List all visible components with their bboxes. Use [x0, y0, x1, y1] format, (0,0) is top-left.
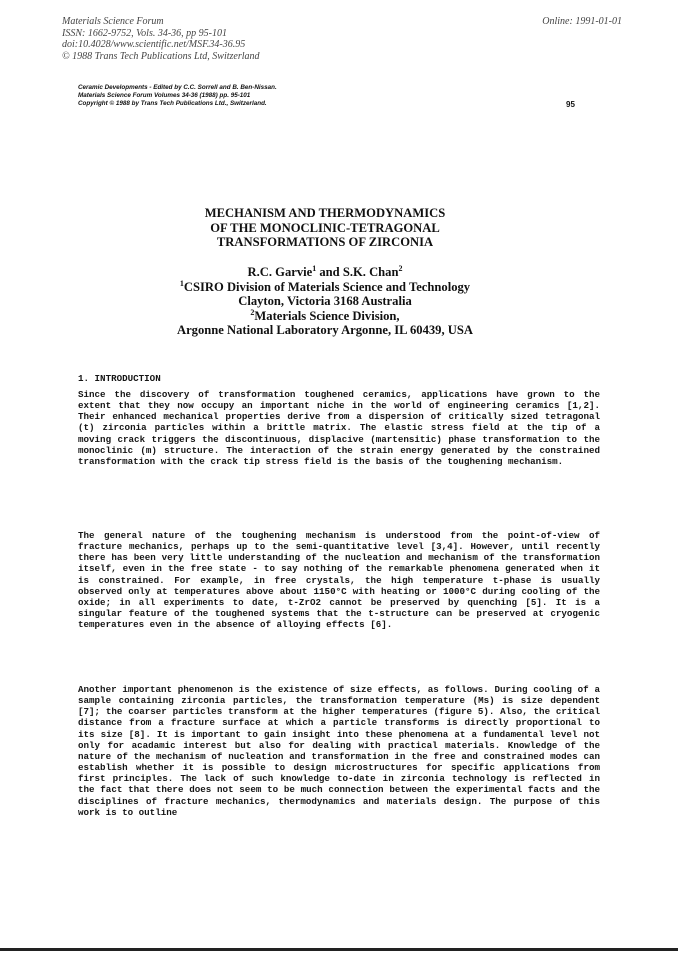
page-number: 95 — [566, 100, 575, 109]
paragraph-2: The general nature of the toughening mechanism is understood from the point-of-view of fracture mechanics, perhaps up to the semi-quantitative level [3,4]. However, until recently there has been very little understanding of the nucleation and mechanism of the transformation itself, even in the free state - to say nothing of the remarkable phenomena generated when it is constrained. For example, in free crystals, the high temperature t-phase is usually observed only at temperatures above about 1150°C with heating or 1000°C during cooling of the oxide; in all experiments to date, t-ZrO2 cannot be preserved by quenching [5]. It is a singular feature of the toughened systems that the t-structure can be preserved at cryogenic temperatures even in the absence of alloying effects [6]. — [78, 530, 600, 631]
page-bottom-rule — [0, 948, 678, 951]
online-date: Online: 1991-01-01 — [542, 16, 622, 27]
copyright-line: © 1988 Trans Tech Publications Ltd, Switzerland — [62, 50, 260, 62]
header-line-1: Ceramic Developments - Edited by C.C. Sorrell and B. Ben-Nissan. — [78, 84, 277, 91]
paper-title — [110, 206, 540, 250]
proceedings-header — [78, 84, 458, 107]
affiliation-1-address: Clayton, Victoria 3168 Australia — [238, 294, 412, 309]
author-2: S.K. Chan — [342, 265, 399, 279]
title-line-3: TRANSFORMATIONS OF ZIRCONIA — [216, 235, 434, 250]
doi-link[interactable]: doi:10.4028/www.scientific.net/MSF.34-36.95 — [62, 39, 246, 51]
paragraph-1: Since the discovery of transformation toughened ceramics, applications have grown to the extent that they now occupy an important niche in the world of engineering ceramics [1,2]. Their enhanced mechanical properties derive from a dispersion of critically sized tetragonal (t) zirconia particles within a brittle matrix. The elastic stress field at the tip of a moving crack triggers the discontinuous, displacive (martensitic) phase transformation to the monoclinic (m) structure. The interaction of the strain energy generated by the constrained transformation with the crack tip stress field is the basis of the toughening mechanism. — [78, 389, 600, 467]
affiliation-2-address: Argonne National Laboratory Argonne, IL 60439, USA — [177, 323, 473, 338]
author-2-sup: 2 — [398, 263, 403, 273]
affiliation-1-name: CSIRO Division of Materials Science and Technology — [183, 279, 471, 294]
issn-line: ISSN: 1662-9752, Vols. 34-36, pp 95-101 — [62, 27, 227, 39]
affiliation-2-name: Materials Science Division, — [254, 308, 400, 323]
title-line-1: MECHANISM AND THERMODYNAMICS — [204, 206, 446, 220]
author-block — [110, 265, 540, 338]
affiliation-1 — [110, 280, 540, 295]
affiliation-2 — [110, 309, 540, 324]
author-1-sup: 1 — [312, 263, 317, 273]
author-names — [110, 265, 540, 280]
journal-name: Materials Science Forum — [62, 16, 164, 27]
header-line-2: Materials Science Forum Volumes 34-36 (1988) pp. 95-101 — [78, 91, 251, 99]
author-1: R.C. Garvie — [247, 265, 313, 279]
affiliation-1-sup: 1 — [179, 278, 184, 288]
paragraph-3: Another important phenomenon is the existence of size effects, as follows. During cooling of a sample containing zirconia particles, the transformation temperature (Ms) is size dependent [7]; the coarser particles transform at the higher temperatures (figure 5). Also, the critical distance from a fracture surface at which a particle transforms is directly proportional to its size [8]. It is important to gain insight into these phenomena at a fundamental level not only for acadamic interest but also for dealing with practical materials. Knowledge of the nature of the mechanism of nucleation and transformation in the free and constrained modes can establish whether it is possible to design microstructures for specific applications from first principles. The lack of such knowledge to-date in zirconia technology is reflected in the fact that there does not seem to be much connection between the experimental facts and the disciplines of fracture mechanics, thermodynamics and materials design. The purpose of this work is to outline — [78, 684, 600, 818]
author-conjunction: and — [316, 265, 343, 279]
header-line-3: Copyright © 1988 by Trans Tech Publications Ltd., Switzerland. — [78, 99, 267, 107]
publication-metadata — [62, 16, 622, 62]
affiliation-2-sup: 2 — [250, 307, 255, 317]
title-line-2: OF THE MONOCLINIC-TETRAGONAL — [210, 220, 440, 235]
section-heading: 1. INTRODUCTION — [78, 373, 161, 384]
